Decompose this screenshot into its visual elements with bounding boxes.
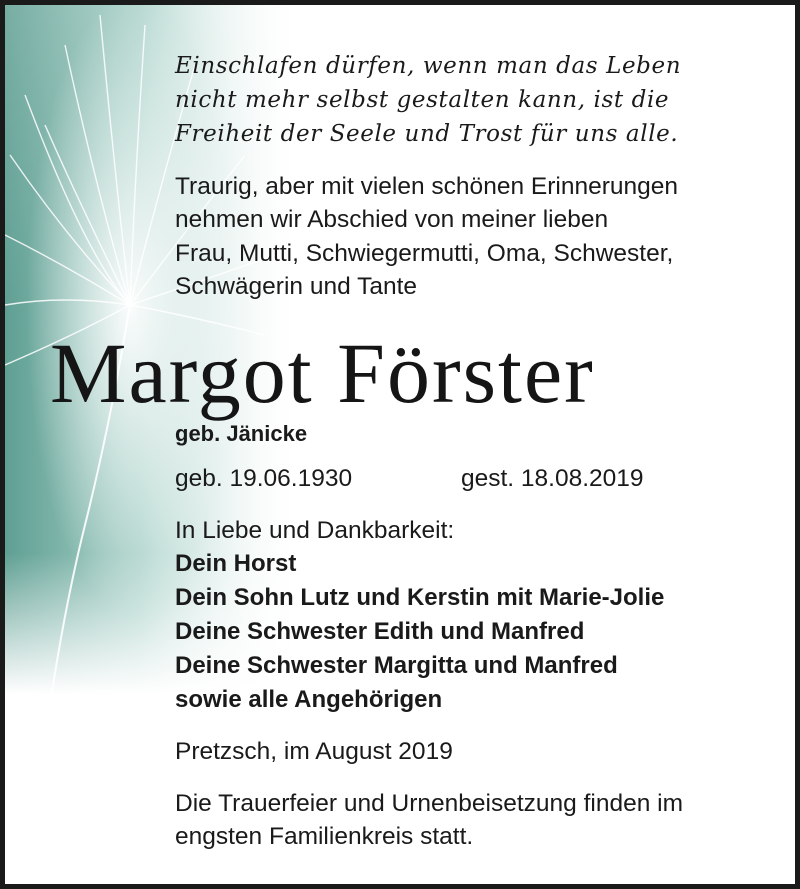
place-date: Pretzsch, im August 2019 bbox=[175, 738, 453, 765]
mourner-name: Dein Horst bbox=[175, 550, 297, 577]
birth-name: geb. Jänicke bbox=[175, 421, 308, 446]
motto-line: Einschlafen dürfen, wenn man das Leben bbox=[175, 53, 682, 79]
motto-line: nicht mehr selbst gestalten kann, ist die bbox=[175, 87, 670, 113]
intro-line: Traurig, aber mit vielen schönen Erinnerungen bbox=[175, 173, 678, 200]
motto-line: Freiheit der Seele und Trost für uns alle. bbox=[175, 121, 679, 147]
funeral-note-line: engsten Familienkreis statt. bbox=[175, 823, 474, 850]
intro-line: Frau, Mutti, Schwiegermutti, Oma, Schwester, bbox=[175, 240, 674, 267]
mourners-heading: In Liebe und Dankbarkeit: bbox=[175, 517, 455, 544]
mourner-name: Dein Sohn Lutz und Kerstin mit Marie-Jolie bbox=[175, 584, 665, 611]
obituary-text bbox=[5, 5, 800, 889]
funeral-note-line: Die Trauerfeier und Urnenbeisetzung finden im bbox=[175, 790, 683, 817]
deceased-name: Margot Förster bbox=[50, 325, 595, 421]
birth-date: geb. 19.06.1930 bbox=[175, 465, 353, 492]
intro-line: nehmen wir Abschied von meiner lieben bbox=[175, 206, 609, 233]
mourner-name: sowie alle Angehörigen bbox=[175, 686, 443, 713]
intro-line: Schwägerin und Tante bbox=[175, 273, 417, 300]
death-date: gest. 18.08.2019 bbox=[461, 465, 644, 492]
mourner-name: Deine Schwester Margitta und Manfred bbox=[175, 652, 618, 679]
mourner-name: Deine Schwester Edith und Manfred bbox=[175, 618, 585, 645]
